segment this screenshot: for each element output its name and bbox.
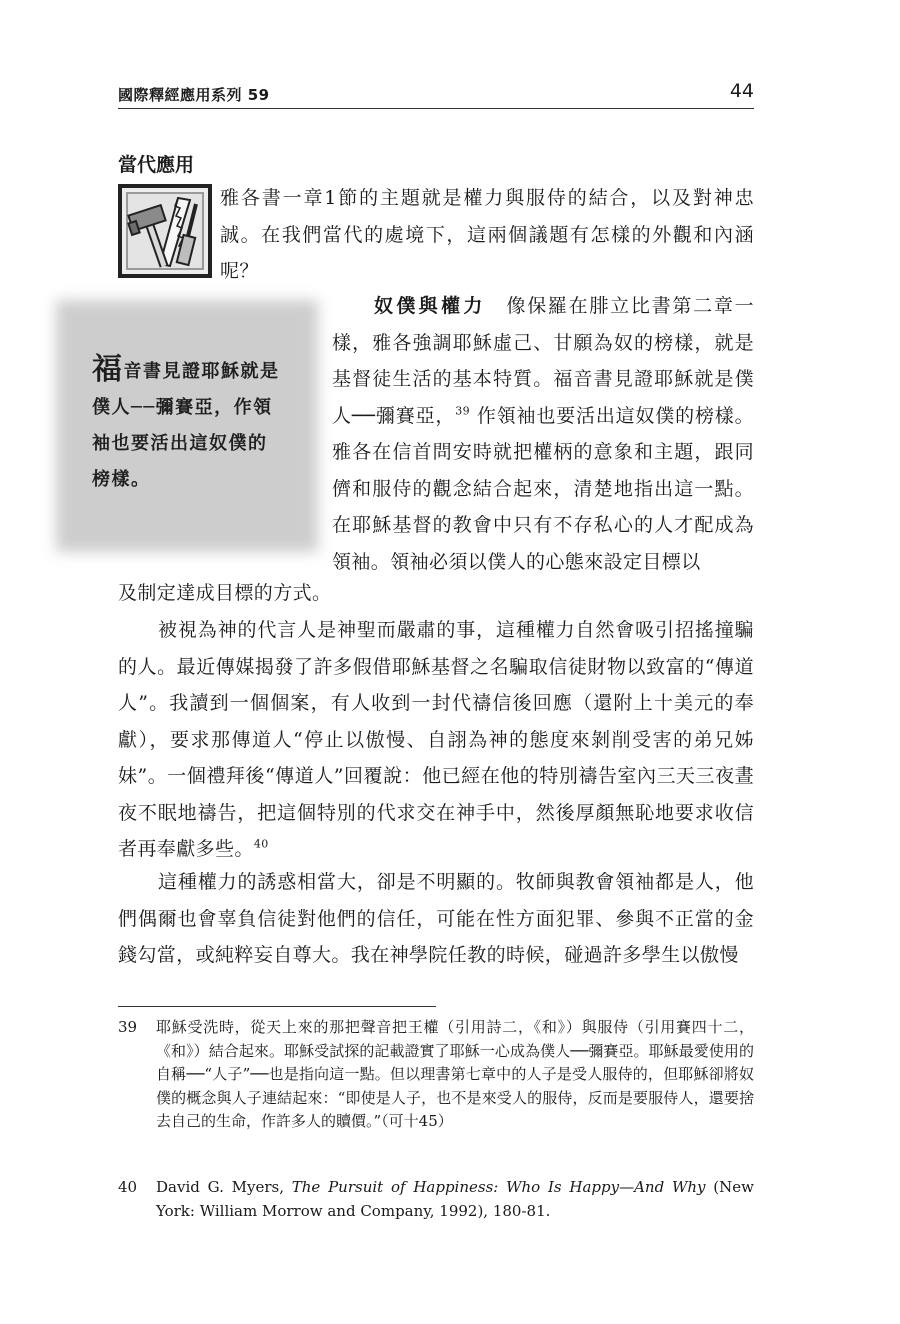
footnote-publication: (New York: William Morrow and Company, 1992), 180-81. bbox=[156, 1178, 755, 1220]
paragraph-text-continued: 作領袖也要活出這奴僕的榜樣。雅各在信首問安時就把權柄的意象和主題，跟同儕和服侍的觀念結合起來，清楚地指出這一點。在耶穌基督的教會中只有不存私心的人才配成為領袖。領袖必須以僕人的心態來設定目標以 bbox=[332, 404, 754, 573]
paragraph-continuation: 及制定達成目標的方式。 bbox=[118, 582, 332, 604]
footnote-author: David G. Myers, bbox=[156, 1178, 292, 1196]
running-header bbox=[118, 78, 754, 110]
paragraph-text: 被視為神的代言人是神聖而嚴肅的事，這種權力自然會吸引招搖撞騙的人。最近傳媒揭發了許多假借耶穌基督之名騙取信徒財物以致富的“傳道人”。我讀到一個個案，有人收到一封代禱信後回應（還附上十美元的奉獻），要求那傳道人“停止以傲慢、自詡為神的態度來剝削受害的弟兄姊妹”。一個禮拜後“傳道人”回覆說：他已經在他的特別禱告室內三天三夜晝夜不眠地禱告，把這個特別的代求交在神手中，然後厚顏無恥地要求收信者再奉獻多些。 bbox=[118, 619, 754, 860]
footnote-text: 耶穌受洗時，從天上來的那把聲音把王權（引用詩二，《和》）與服侍（引用賽四十二，《和》）結合起來。耶穌受試探的記載證實了耶穌一心成為僕人──彌賽亞。耶穌最愛使用的自稱──“人子”──也是指向這一點。但以理書第七章中的人子是受人服侍的，但耶穌卻將奴僕的概念與人子連結起來：“即使是人子，也不是來受人的服侍，反而是要服侍人，還要捨去自己的生命，作許多人的贖價。”（可十45） bbox=[156, 1018, 754, 1130]
paragraph-temptation: 這種權力的誘惑相當大，卻是不明顯的。牧師與教會領袖都是人，他們偶爾也會辜負信徒對他們的信任，可能在性方面犯罪、參與不正當的金錢勾當，或純粹妄自尊大。我在神學院任教的時候，碰過許多學生以傲慢 bbox=[118, 871, 754, 966]
section-title: 當代應用 bbox=[118, 154, 195, 176]
pull-quote-text bbox=[92, 352, 280, 498]
paragraph-text: 像保羅在腓立比書第二章一樣，雅各強調耶穌虛己、甘願為奴的榜樣，就是基督徒生活的基本特質。福音書見證耶穌就是僕人──彌賽亞， bbox=[332, 295, 754, 427]
footnote-ref-39[interactable]: 39 bbox=[455, 404, 471, 418]
header-rule bbox=[118, 108, 754, 109]
pull-quote bbox=[56, 300, 318, 552]
paragraph-false-preachers bbox=[118, 612, 754, 868]
pull-quote-dropcap: 福 bbox=[92, 352, 124, 387]
paragraph-servant-power bbox=[332, 288, 754, 580]
footnote-number: 39 bbox=[118, 1018, 138, 1036]
footnote-ref-40[interactable]: 40 bbox=[253, 837, 269, 851]
series-title: 國際釋經應用系列 59 bbox=[118, 86, 270, 104]
tools-icon bbox=[118, 184, 212, 278]
intro-paragraph: 雅各書一章1節的主題就是權力與服侍的結合，以及對神忠誠。在我們當代的處境下，這兩個議題有怎樣的外觀和內涵呢？ bbox=[220, 187, 754, 282]
footnote-number: 40 bbox=[118, 1178, 138, 1196]
footnote-text bbox=[156, 1176, 754, 1223]
footnote-rule bbox=[118, 1006, 436, 1007]
pull-quote-body: 音書見證耶穌就是僕人──彌賽亞，作領袖也要活出這奴僕的榜樣。 bbox=[92, 361, 280, 490]
page-number: 44 bbox=[729, 80, 754, 102]
paragraph-heading: 奴僕與權力 bbox=[374, 295, 486, 317]
footnote-book-title: The Pursuit of Happiness: Who Is Happy—And Why bbox=[291, 1178, 706, 1196]
